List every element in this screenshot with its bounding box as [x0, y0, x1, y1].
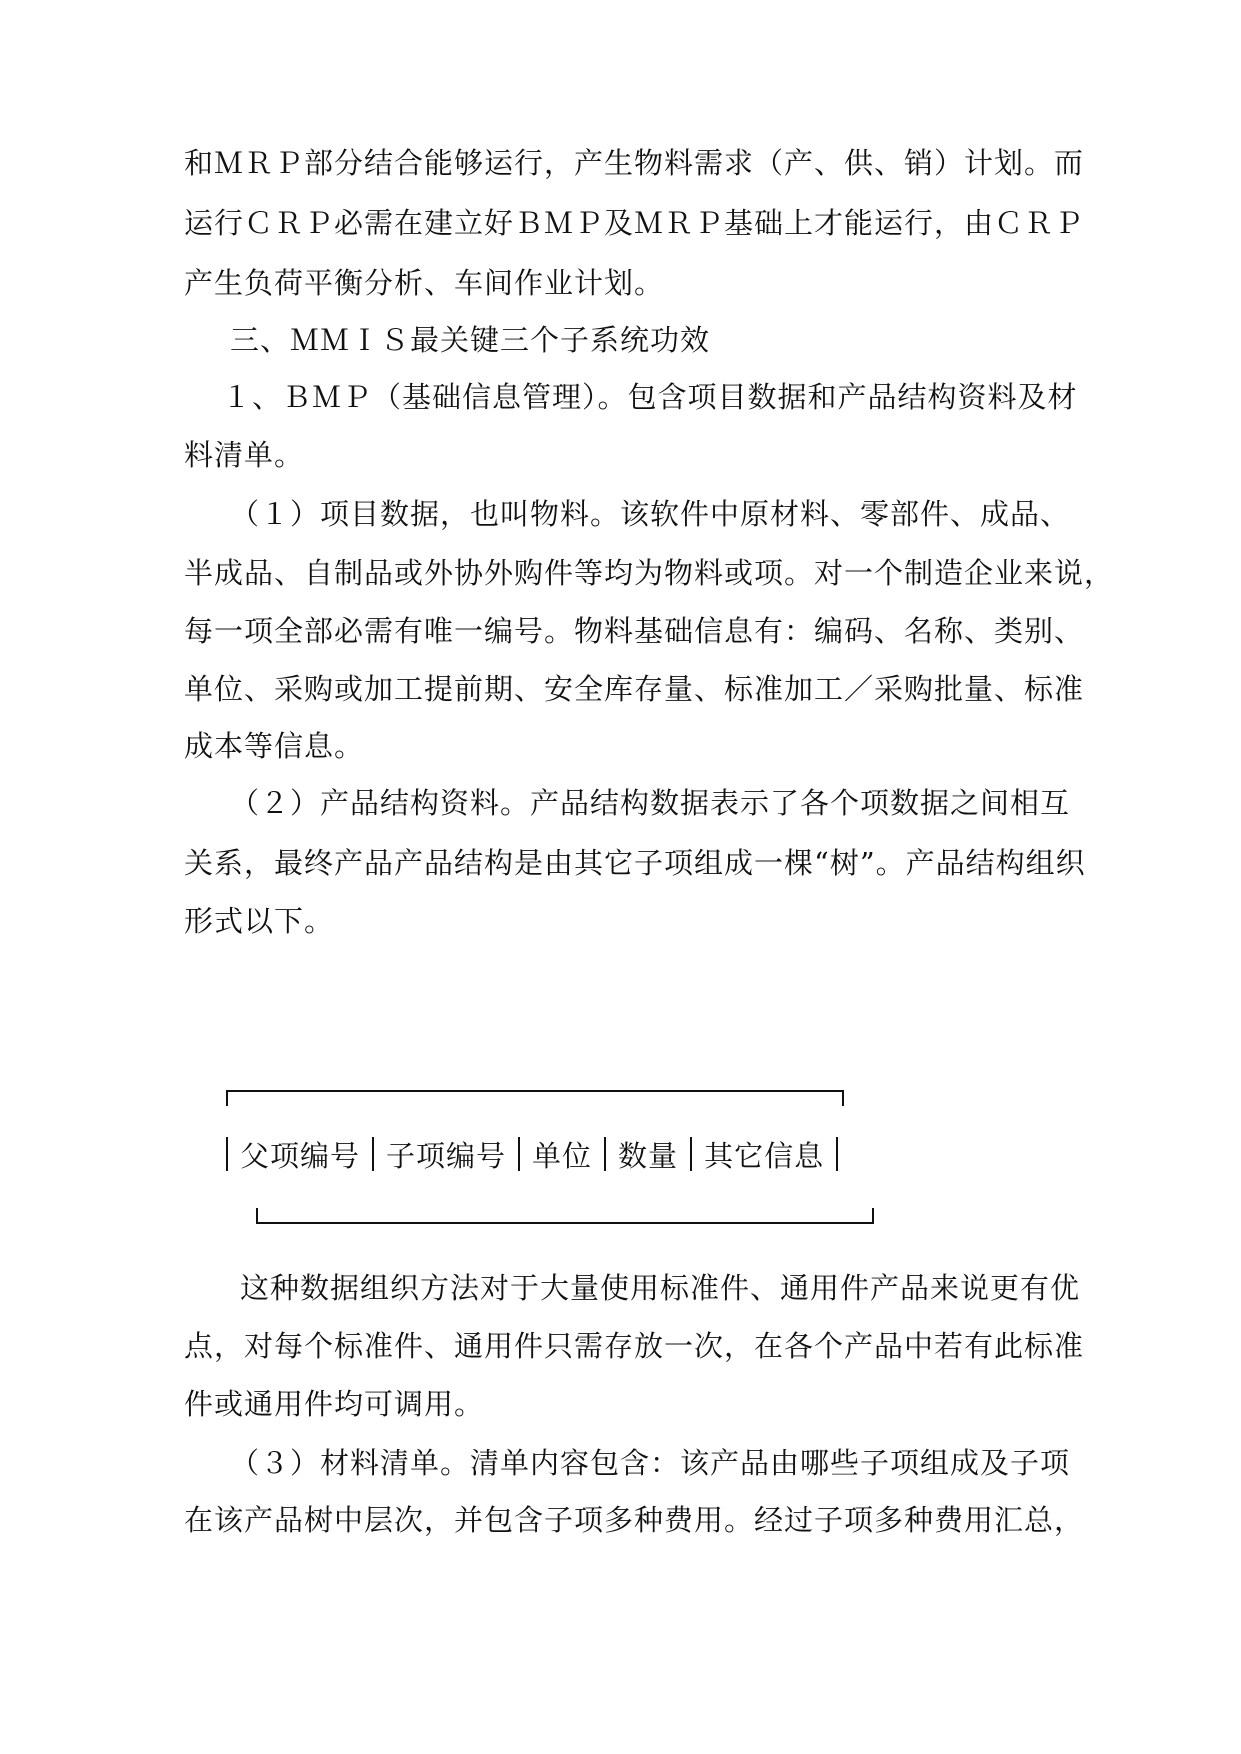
- paragraph-line: 形式以下。: [184, 904, 335, 938]
- column-parent-id: 父项编号: [240, 1138, 361, 1173]
- column-separator: [836, 1137, 838, 1171]
- paragraph-line: 每一项全部必需有唯一编号。物料基础信息有：编码、名称、类别、: [184, 614, 1085, 648]
- paragraph-line: 单位、采购或加工提前期、安全库存量、标准加工／采购批量、标准: [184, 672, 1085, 706]
- column-separator: [372, 1137, 374, 1171]
- paragraph-line: 成本等信息。: [184, 729, 365, 763]
- paragraph-line: （２）产品结构资料。产品结构数据表示了各个项数据之间相互: [230, 786, 1071, 820]
- column-separator: [604, 1137, 606, 1171]
- column-quantity: 数量: [618, 1138, 679, 1173]
- column-child-id: 子项编号: [386, 1138, 507, 1173]
- paragraph-line: 产生负荷平衡分析、车间作业计划。: [184, 266, 665, 300]
- column-separator: [226, 1137, 228, 1171]
- table-top-border: [226, 1090, 844, 1106]
- product-structure-table: [226, 1090, 842, 1220]
- column-separator: [690, 1137, 692, 1171]
- section-heading: 三、ＭＭＩＳ最关键三个子系统功效: [230, 323, 711, 357]
- paragraph-line: 点，对每个标准件、通用件只需存放一次，在各个产品中若有此标准: [184, 1329, 1085, 1363]
- column-unit: 单位: [532, 1138, 593, 1173]
- paragraph-line: １、ＢＭＰ（基础信息管理）。包含项目数据和产品结构资料及材: [222, 380, 1078, 414]
- paragraph-line: 半成品、自制品或外协外购件等均为物料或项。对一个制造企业来说，: [184, 556, 1115, 590]
- column-other-info: 其它信息: [704, 1138, 825, 1173]
- paragraph-line: 在该产品树中层次，并包含子项多种费用。经过子项多种费用汇总，: [184, 1503, 1085, 1537]
- paragraph-line: 料清单。: [184, 438, 305, 472]
- paragraph-line: 件或通用件均可调用。: [184, 1387, 485, 1421]
- paragraph-line: 这种数据组织方法对于大量使用标准件、通用件产品来说更有优: [240, 1271, 1081, 1305]
- paragraph-line: 运行ＣＲＰ必需在建立好ＢＭＰ及ＭＲＰ基础上才能运行，由ＣＲＰ: [184, 206, 1085, 240]
- table-bottom-border: [256, 1208, 874, 1224]
- column-separator: [518, 1137, 520, 1171]
- paragraph-line: （１）项目数据，也叫物料。该软件中原材料、零部件、成品、: [230, 497, 1071, 531]
- paragraph-line: （３）材料清单。清单内容包含：该产品由哪些子项组成及子项: [230, 1446, 1071, 1480]
- table-header-row: [226, 1134, 850, 1174]
- paragraph-line: 和ＭＲＰ部分结合能够运行，产生物料需求（产、供、销）计划。而: [184, 146, 1085, 180]
- paragraph-line: 关系，最终产品产品结构是由其它子项组成一棵“树”。产品结构组织: [184, 846, 1086, 880]
